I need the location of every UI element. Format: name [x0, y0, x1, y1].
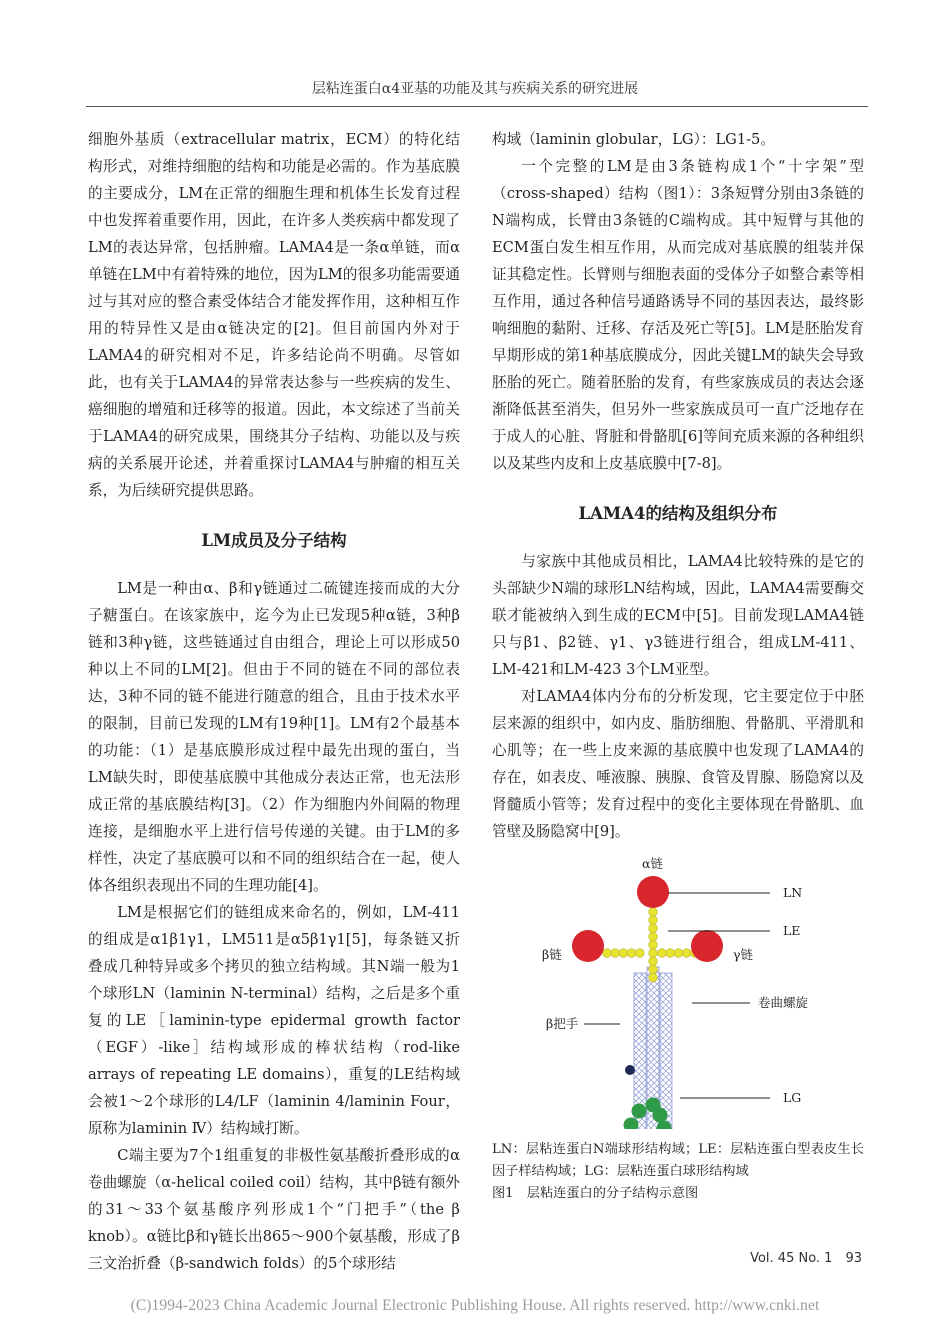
le-bead-gamma — [674, 949, 683, 958]
lg-globule-2 — [632, 1104, 647, 1119]
ln-globule-beta — [572, 930, 604, 962]
laminin-structure-figure — [492, 849, 864, 1129]
le-bead-alpha — [649, 908, 658, 917]
label-alpha-chain: α链 — [642, 856, 663, 871]
left-paragraph-3: LM是根据它们的链组成来命名的，例如，LM-411的组成是α1β1γ1，LM511是α5β1γ1[5]，每条链又折叠成几种特异或多个拷贝的独立结构域。其N端一般为1个球形LN（laminin N-terminal）结构，之后是多个重复的LE［laminin-type epidermal growth factor（EGF）-like］结构域形成的棒状结构（rod-like arrays of repeating LE domains），重复的LE结构域会被1～2个球形的L4/LF（laminin 4/laminin Four，原称为laminin Ⅳ）结构域打断。 — [88, 904, 460, 1137]
le-bead-alpha — [649, 932, 658, 941]
le-bead-beta — [611, 949, 620, 958]
label-beta-knob: β把手 — [546, 1016, 579, 1031]
rod-gamma — [660, 973, 672, 1129]
right-paragraph-1: 构域（laminin globular，LG）：LG1-5。 — [492, 131, 775, 148]
le-bead-gamma — [682, 949, 691, 958]
right-paragraph-3: 与家族中其他成员相比，LAMA4比较特殊的是它的头部缺少N端的球形LN结构域，因此，LAMA4需要酶交联才能被纳入到生成的ECM中[5]。目前发现LAMA4链只与β1、β2链、γ1、γ3链进行组合，组成LM-411、LM-421和LM-423 3个LM亚型。 — [492, 553, 864, 678]
laminin-diagram — [492, 849, 864, 1129]
right-column — [492, 126, 864, 1205]
le-bead-beta — [636, 949, 645, 958]
right-paragraph-4: 对LAMA4体内分布的分析发现，它主要定位于中胚层来源的组织中，如内皮、脂肪细胞、骨骼肌、平滑肌和心肌等；在一些上皮来源的基底膜中也发现了LAMA4的存在，如表皮、唾液腺、胰腺、食管及胃腺、肠隐窝以及肾髓质小管等；发育过程中的变化主要体现在骨骼肌、血管壁及肠隐窝中[9]。 — [492, 688, 864, 840]
label-beta-chain: β链 — [542, 947, 562, 962]
le-bead-alpha — [649, 941, 658, 950]
left-paragraph-1: 细胞外基质（extracellular matrix，ECM）的特化结构形式，对维持细胞的结构和功能是必需的。作为基底膜的主要成分，LM在正常的细胞生理和机体生长发育过程中也发挥着重要作用，因此，在许多人类疾病中都发现了LM的表达异常，包括肿瘤。LAMA4是一条α单链，而α单链在LM中有着特殊的地位，因为LM的很多功能需要通过与其对应的整合素受体结合才能发挥作用，这种相互作用的特异性又是由α链决定的[2]。但目前国内外对于LAMA4的研究相对不足，许多结论尚不明确。尽管如此，也有关于LAMA4的异常表达参与一些疾病的发生、癌细胞的增殖和迁移等的报道。因此，本文综述了当前关于LAMA4的研究成果，围绕其分子结构、功能以及与疾病的关系展开论述，并着重探讨LAMA4与肿瘤的相互关系，为后续研究提供思路。 — [88, 131, 460, 499]
le-bead-beta — [619, 949, 628, 958]
label-coiled-coil: 卷曲螺旋 — [758, 995, 809, 1010]
label-gamma-chain: γ链 — [733, 947, 753, 962]
figure-leader-lines — [584, 893, 770, 1098]
left-paragraph-2: LM是一种由α、β和γ链通过二硫键连接而成的大分子糖蛋白。在该家族中，迄今为止已发现5种α链，3种β链和3种γ链，这些链通过自由组合，理论上可以形成50种以上不同的LM[2]。但由于不同的链在不同的部位表达，3种不同的链不能进行随意的组合，且由于技术水平的限制，目前已发现的LM有19种[1]。LM有2个最基本的功能：（1）是基底膜形成过程中最先出现的蛋白，当LM缺失时，即使基底膜中其他成分表达正常，也无法形成正常的基底膜结构[3]。（2）作为细胞内外间隔的物理连接，是细胞水平上进行信号传递的关键。由于LM的多样性，决定了基底膜可以和不同的组织结合在一起，使人体各组织表现出不同的生理功能[4]。 — [88, 580, 460, 894]
le-bead-gamma — [666, 949, 675, 958]
le-bead-alpha — [649, 924, 658, 933]
copyright-watermark: (C)1994-2023 China Academic Journal Electronic Publishing House. All rights reserved. http://www.cnki.net — [130, 1297, 820, 1314]
right-paragraph-2: 一个完整的LM是由3条链构成1个“十字架”型（cross-shaped）结构（图1）：3条短臂分别由3条链的N端构成，长臂由3条链的C端构成。其中短臂与其他的ECM蛋白发生相互作用，从而完成对基底膜的组装并保证其稳定性。长臂则与细胞表面的受体分子如整合素等相互作用，通过各种信号通路诱导不同的基因表达，最终影响细胞的黏附、迁移、存活及死亡等[5]。LM是胚胎发育早期形成的第1种基底膜成分，因此关键LM的缺失会导致胚胎的死亡。随着胚胎的发育，有些家族成员的表达会逐渐降低甚至消失，但另外一些家族成员可一直广泛地存在于成人的心脏、肾脏和骨骼肌[6]等间充质来源的各种组织以及某些内皮和上皮基底膜中[7-8]。 — [492, 158, 864, 472]
le-bead-alpha — [649, 973, 658, 982]
le-bead-alpha — [649, 957, 658, 966]
ln-globule-alpha — [637, 876, 669, 908]
header-divider — [86, 106, 868, 107]
section-heading-lm: LM成员及分子结构 — [201, 531, 347, 550]
le-bead-alpha — [649, 916, 658, 925]
le-bead-alpha — [649, 965, 658, 974]
section-heading-lama4: LAMA4的结构及组织分布 — [578, 504, 778, 523]
beta-knob-marker — [625, 1065, 635, 1075]
lg-globule-3 — [653, 1108, 668, 1123]
page-number: Vol. 45 No. 1 93 — [750, 1251, 862, 1266]
running-title: 层粘连蛋白α4亚基的功能及其与疾病关系的研究进展 — [311, 81, 639, 97]
label-ln: LN — [783, 885, 803, 900]
le-bead-alpha — [649, 949, 658, 958]
figure-legend: LN：层粘连蛋白N端球形结构域；LE：层粘连蛋白型表皮生长因子样结构域；LG：层粘连蛋白球形结构域 — [492, 1142, 864, 1179]
left-paragraph-4: C端主要为7个1组重复的非极性氨基酸折叠形成的α卷曲螺旋（α-helical coiled coil）结构，其中β链有额外的31～33个氨基酸序列形成1个“门把手”（the β knob）。α链比β和γ链长出865～900个氨基酸，形成了β三文治折叠（β-sandwich folds）的5个球形结 — [88, 1147, 460, 1272]
ln-globule-gamma — [691, 930, 723, 962]
le-bead-beta — [603, 949, 612, 958]
label-le: LE — [783, 923, 801, 938]
figure-caption: 图1 层粘连蛋白的分子结构示意图 — [492, 1186, 699, 1201]
label-lg: LG — [783, 1090, 802, 1105]
left-column — [88, 126, 460, 1277]
le-bead-beta — [627, 949, 636, 958]
le-domain-beads — [603, 908, 699, 982]
le-bead-gamma — [658, 949, 667, 958]
